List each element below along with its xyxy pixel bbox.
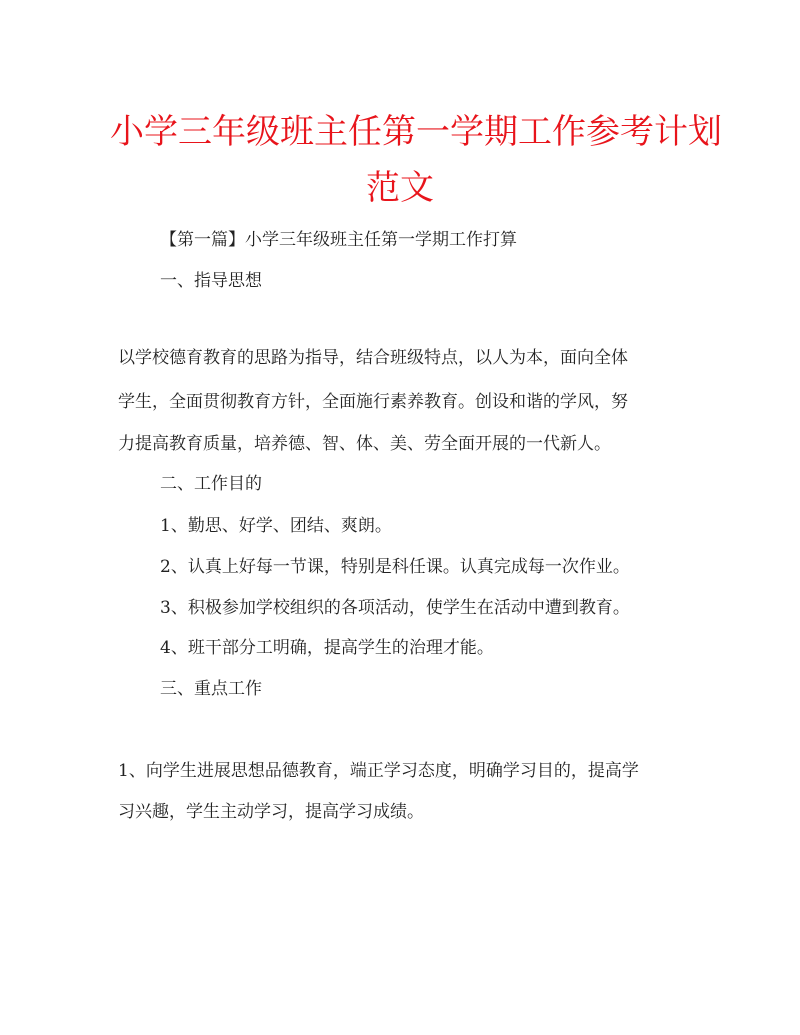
goal-item: 1、勤思、好学、团结、爽朗。 xyxy=(160,516,392,536)
goal-item: 3、积极参加学校组织的各项活动，使学生在活动中遭到教育。 xyxy=(160,598,630,618)
paragraph-line: 以学校德育教育的思路为指导，结合班级特点，以人为本，面向全体 xyxy=(118,348,628,368)
paragraph-line: 力提高教育质量，培养德、智、体、美、劳全面开展的一代新人。 xyxy=(118,434,611,454)
paragraph-line: 1、向学生进展思想品德教育，端正学习态度，明确学习目的，提高学 xyxy=(118,761,639,781)
goal-item: 4、班干部分工明确，提高学生的治理才能。 xyxy=(160,638,494,658)
paragraph-line: 学生，全面贯彻教育方针，全面施行素养教育。创设和谐的学风，努 xyxy=(118,392,628,412)
heading-key-work: 三、重点工作 xyxy=(160,679,262,699)
section-heading: 【第一篇】小学三年级班主任第一学期工作打算 xyxy=(160,230,517,250)
document-title-line-2: 范文 xyxy=(366,168,434,208)
heading-work-goals: 二、工作目的 xyxy=(160,474,262,494)
document-title-line-1: 小学三年级班主任第一学期工作参考计划 xyxy=(110,112,722,152)
paragraph-line: 习兴趣，学生主动学习，提高学习成绩。 xyxy=(118,802,424,822)
heading-guiding-thought: 一、指导思想 xyxy=(160,271,262,291)
goal-item: 2、认真上好每一节课，特别是科任课。认真完成每一次作业。 xyxy=(160,557,630,577)
